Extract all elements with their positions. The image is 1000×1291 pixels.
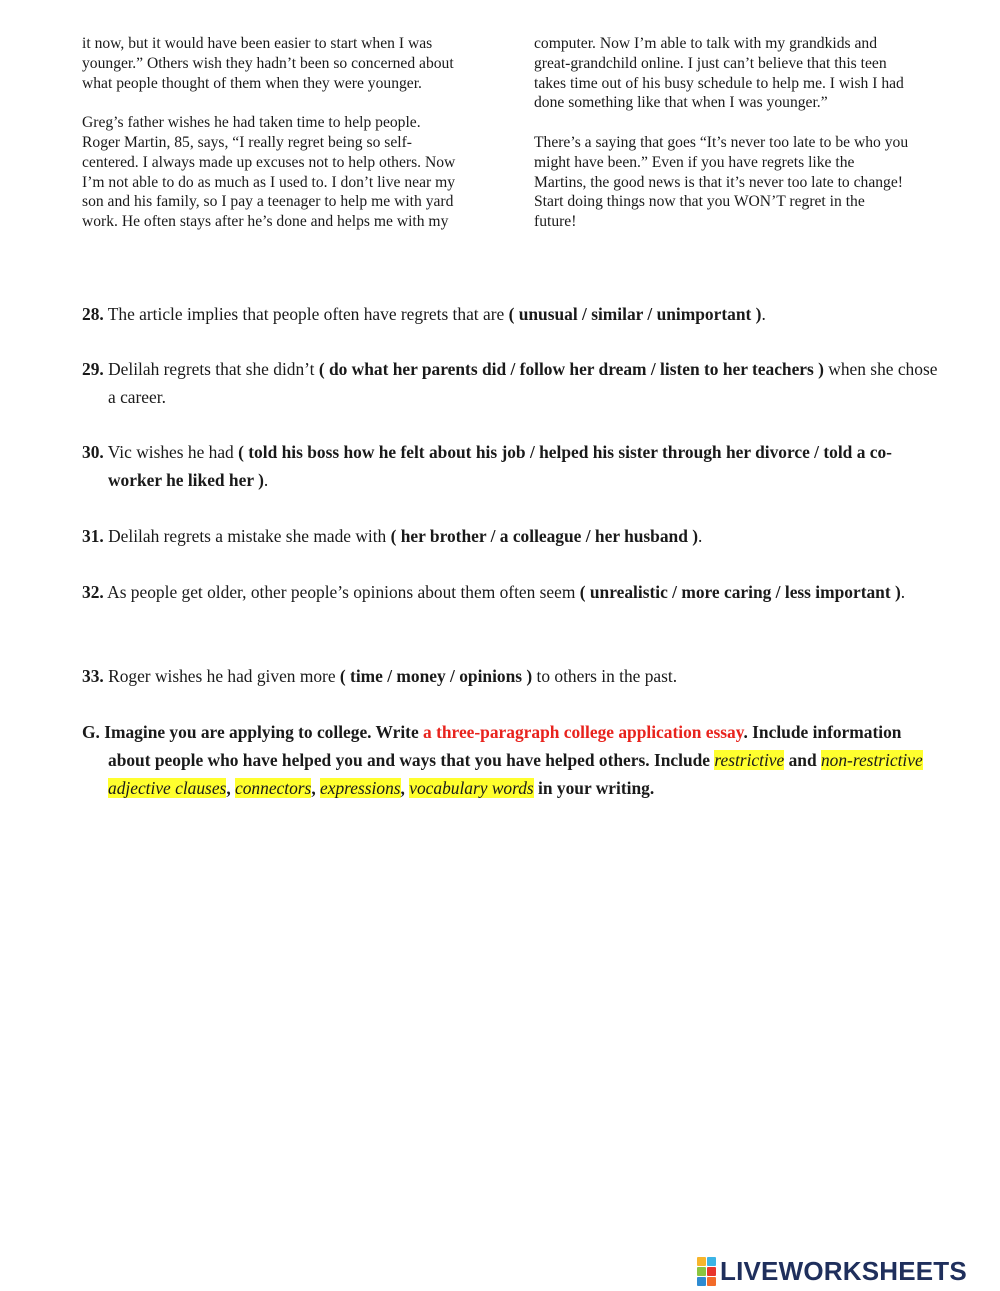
task-essay-type: a three-paragraph college application essay [423, 722, 744, 742]
highlight-non-restrictive-clauses: non-restrictive adjective clauses [108, 750, 923, 798]
question-text: Delilah regrets that she didn’t [103, 359, 319, 379]
task-end: in your writing. [533, 778, 655, 798]
article-excerpt [82, 34, 910, 274]
question-31 [82, 522, 938, 550]
question-number: 33. [82, 666, 104, 686]
question-number: 32. [82, 582, 104, 602]
question-text: Delilah regrets a mistake she made with [103, 526, 391, 546]
logo-block [697, 1257, 706, 1266]
logo-text: LIVEWORKSHEETS [720, 1255, 967, 1286]
question-28 [82, 300, 938, 328]
question-number: 30. [82, 442, 104, 462]
logo-block [707, 1277, 716, 1286]
task-comma: , [400, 778, 410, 798]
answer-options[interactable]: ( her brother / a colleague / her husband ) [390, 526, 699, 546]
highlight-connectors: connectors [235, 778, 312, 798]
article-paragraph: computer. Now I’m able to talk with my grandkids and great-grandchild online. I just can’t believe that this teen takes time out of his busy schedule to help me. I wish I had done something like that when I was younger.” [534, 35, 904, 112]
task-middle: . Include information about people who have helped you and ways that you have helped others. Include [108, 722, 902, 770]
logo-mark-icon [697, 1257, 716, 1286]
question-text-end: . [900, 582, 906, 602]
task-and: and [784, 750, 821, 770]
writing-task-instructions [82, 718, 938, 802]
logo-block [697, 1277, 706, 1286]
highlight-vocabulary-words: vocabulary words [409, 778, 534, 798]
logo-block [707, 1257, 716, 1266]
article-paragraph: it now, but it would have been easier to start when I was younger.” Others wish they hadn’t been so concerned about what people thought of them when they were younger. [82, 35, 454, 92]
question-text: The article implies that people often have regrets that are [103, 304, 509, 324]
question-text-end: . [698, 526, 703, 546]
question-number: 29. [82, 359, 104, 379]
logo-block [697, 1267, 706, 1276]
question-text-end: when she chose a career. [108, 359, 938, 407]
question-text-end: to others in the past. [532, 666, 678, 686]
answer-options[interactable]: ( do what her parents did / follow her dream / listen to her teachers ) [318, 359, 824, 379]
question-number: 31. [82, 526, 104, 546]
answer-options[interactable]: ( unrealistic / more caring / less important ) [579, 582, 901, 602]
question-30 [82, 438, 938, 494]
liveworksheets-logo[interactable] [697, 1257, 967, 1285]
task-comma: , [311, 778, 321, 798]
article-paragraph: There’s a saying that goes “It’s never too late to be who you might have been.” Even if you have regrets like the Martins, the good news is that it’s never too late to change! Start doing things now that you WON’T regret in the future! [534, 133, 909, 231]
answer-options[interactable]: ( unusual / similar / unimportant ) [508, 304, 762, 324]
question-text-end: . [761, 304, 766, 324]
question-32 [82, 578, 938, 606]
article-paragraph: Greg’s father wishes he had taken time to help people. Roger Martin, 85, says, “I really regret being so self-centered. I always made up excuses not to help others. Now I’m not able to do as much as I used to. I don’t live near my son and his family, so I pay a teenager to help me with yard work. He often stays after he’s done and helps me with my [82, 114, 456, 231]
answer-options[interactable]: ( told his boss how he felt about his job / helped his sister through her divorce / told a co-worker he liked her ) [108, 442, 892, 490]
question-33 [82, 662, 938, 690]
question-text: As people get older, other people’s opinions about them often seem [103, 582, 580, 602]
logo-block [707, 1267, 716, 1276]
highlight-restrictive: restrictive [714, 750, 785, 770]
question-number: 28. [82, 304, 104, 324]
highlight-expressions: expressions [320, 778, 401, 798]
question-text: Roger wishes he had given more [103, 666, 340, 686]
article-left-column [82, 34, 457, 252]
article-right-column [534, 34, 909, 252]
task-comma: , [226, 778, 236, 798]
question-29 [82, 355, 938, 411]
task-intro: G. Imagine you are applying to college. Write [82, 722, 424, 742]
question-text: Vic wishes he had [103, 442, 239, 462]
answer-options[interactable]: ( time / money / opinions ) [339, 666, 533, 686]
question-text-end: . [263, 470, 269, 490]
